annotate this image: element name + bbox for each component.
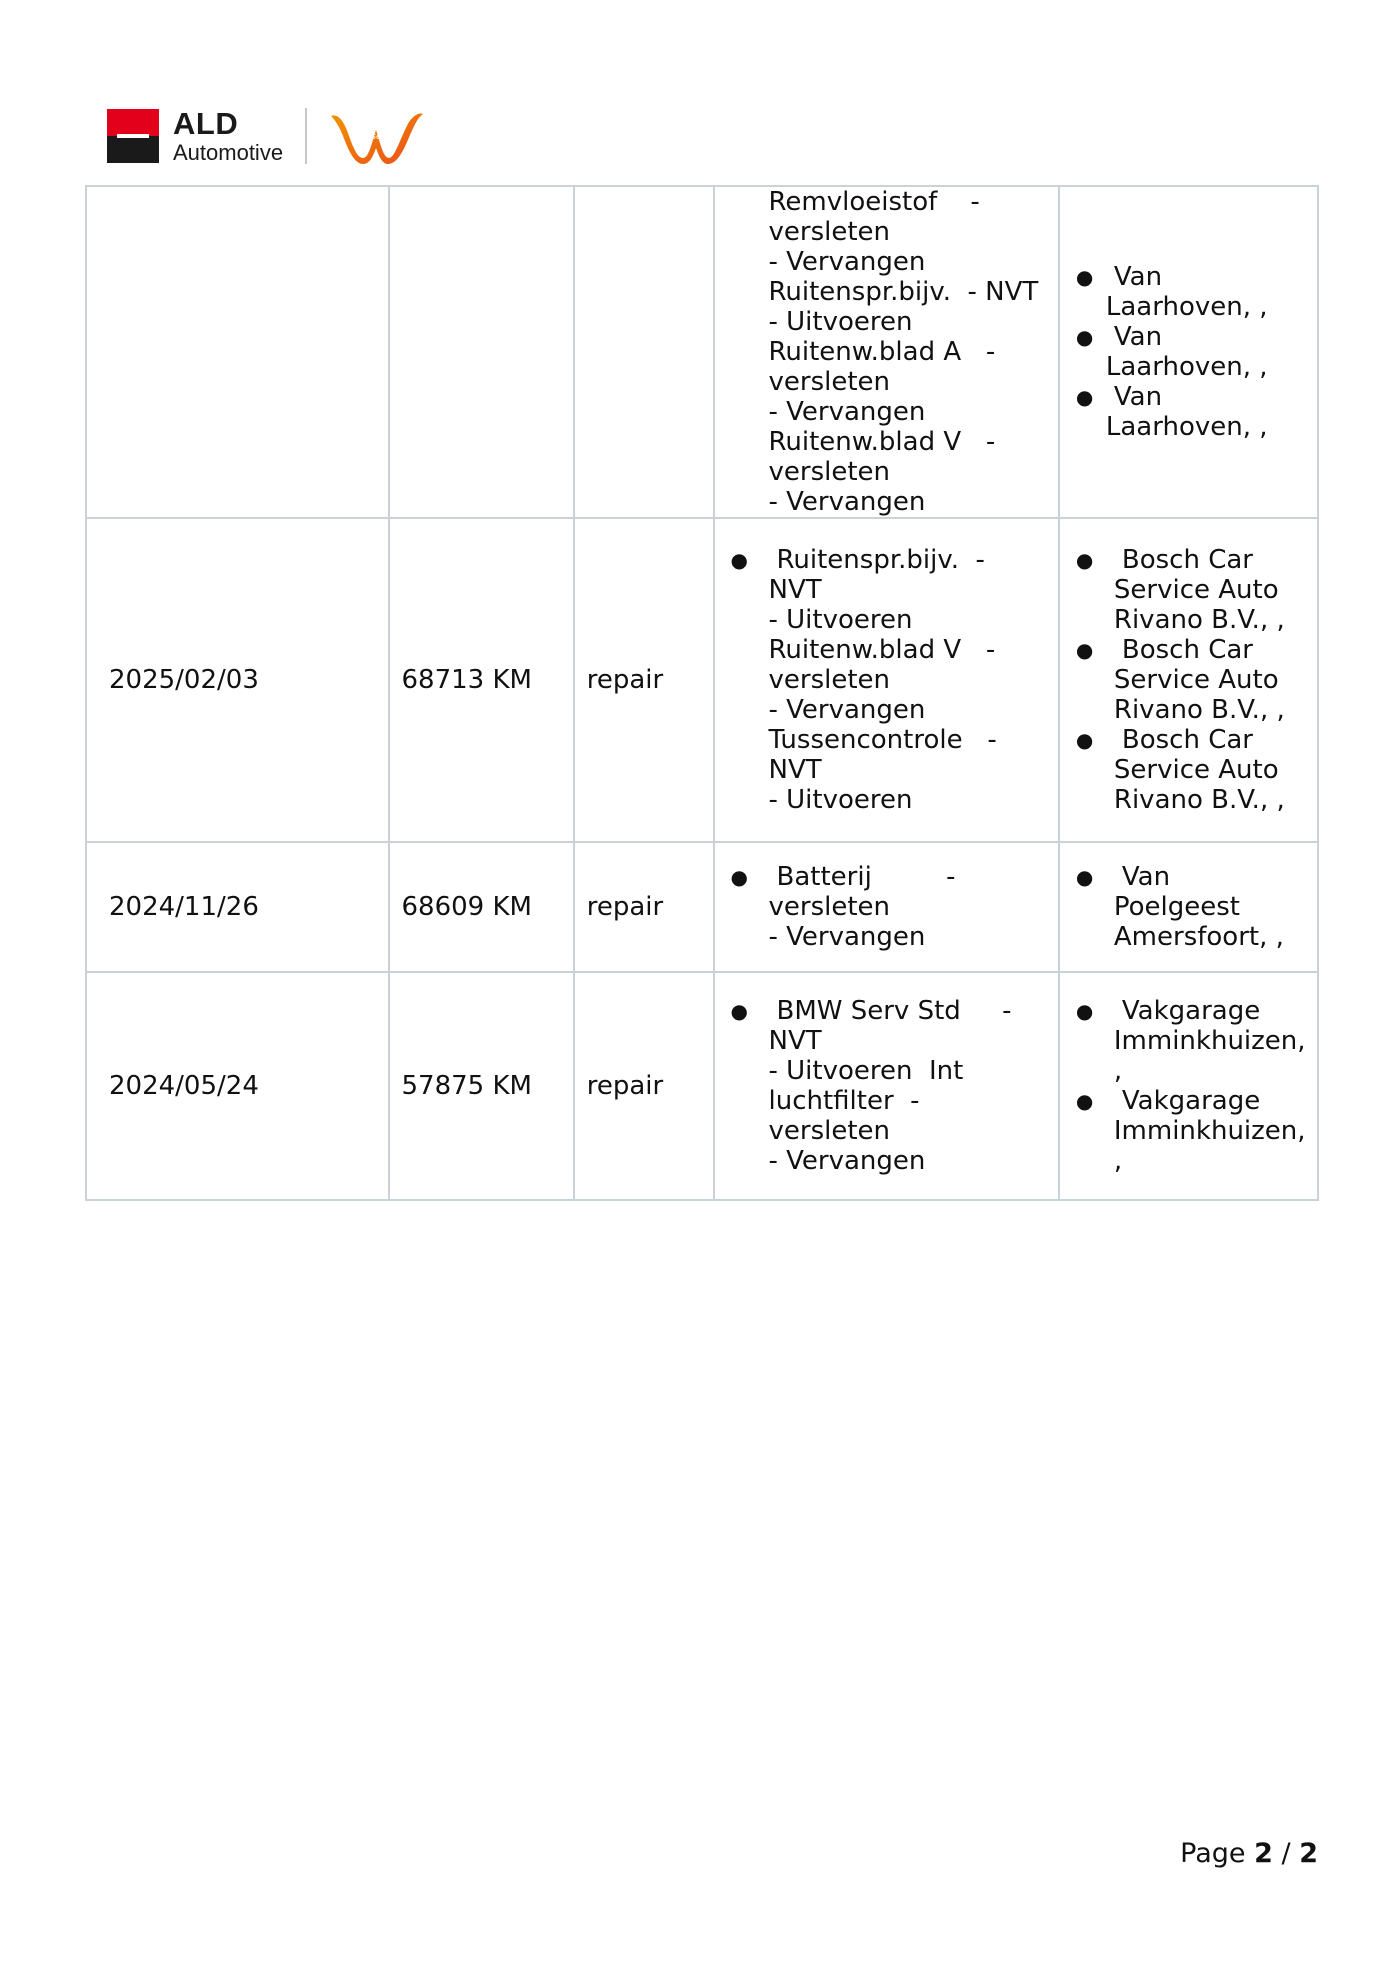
type-cell	[574, 186, 714, 518]
work-line: Ruitenw.blad V -	[768, 427, 996, 457]
garage-cell	[1059, 842, 1318, 972]
maintenance-table	[85, 185, 1319, 1201]
garage-list	[1060, 545, 1317, 815]
work-line: Remvloeistof -	[768, 187, 980, 217]
page-number	[1180, 1838, 1318, 1869]
list-item	[1060, 382, 1317, 442]
work-line: - Vervangen	[768, 487, 926, 517]
garage-line: Rivano B.V., ,	[1113, 605, 1285, 635]
work-list	[715, 545, 1058, 815]
type-cell: repair	[574, 972, 714, 1200]
garage-line: Rivano B.V., ,	[1113, 695, 1285, 725]
work-line: Tussencontrole -	[768, 725, 997, 755]
work-line: versleten	[768, 892, 891, 922]
list-item	[715, 545, 1058, 815]
work-line: - Uitvoeren	[768, 605, 913, 635]
page-label: Page	[1180, 1838, 1246, 1869]
work-line: - Vervangen	[768, 922, 926, 952]
table-row	[86, 972, 1318, 1200]
work-line: Ruitenspr.bijv. -	[776, 545, 985, 575]
work-line: Ruitenw.blad V -	[768, 635, 996, 665]
date-cell: 2024/11/26	[86, 842, 389, 972]
page-header	[107, 104, 425, 168]
list-item	[1060, 996, 1317, 1086]
garage-line: ,	[1113, 1146, 1123, 1176]
garage-line: Laarhoven, ,	[1105, 352, 1268, 382]
work-cell	[714, 842, 1059, 972]
garage-list	[1060, 996, 1317, 1176]
garage-line: Vakgarage	[1121, 1086, 1261, 1116]
logo-divider	[305, 108, 307, 164]
list-item	[1060, 862, 1317, 952]
work-list	[715, 187, 1058, 517]
work-line: - Vervangen	[768, 1146, 926, 1176]
work-list	[715, 862, 1058, 952]
bullet-icon: ●	[730, 999, 748, 1023]
garage-line: Service Auto	[1113, 575, 1279, 605]
bullet-icon: ●	[1075, 728, 1094, 752]
garage-cell	[1059, 518, 1318, 842]
work-line: BMW Serv Std -	[776, 996, 1012, 1026]
list-item	[1060, 635, 1317, 725]
date-cell	[86, 186, 389, 518]
leaseplan-text: LeasePlan	[355, 132, 401, 142]
km-cell: 68713 KM	[389, 518, 574, 842]
page-separator: /	[1281, 1838, 1291, 1869]
garage-line: Van	[1121, 862, 1171, 892]
list-item	[715, 996, 1058, 1176]
work-line: NVT	[768, 575, 822, 605]
work-line: - Uitvoeren Int	[768, 1056, 964, 1086]
garage-line: Van	[1113, 262, 1163, 292]
garage-cell	[1059, 972, 1318, 1200]
leaseplan-logo-icon	[327, 106, 425, 166]
list-item	[1060, 545, 1317, 635]
work-line: versleten	[768, 1116, 891, 1146]
list-item	[715, 187, 1058, 517]
garage-line: Rivano B.V., ,	[1113, 785, 1285, 815]
bullet-icon: ●	[1075, 999, 1094, 1023]
work-cell	[714, 972, 1059, 1200]
garage-line: ,	[1113, 1056, 1123, 1086]
work-line: NVT	[768, 1026, 822, 1056]
garage-line: Imminkhuizen,	[1113, 1026, 1306, 1056]
work-line: - Vervangen	[768, 695, 926, 725]
table-row	[86, 186, 1318, 518]
garage-line: Van	[1113, 322, 1163, 352]
type-cell: repair	[574, 842, 714, 972]
table-row	[86, 518, 1318, 842]
garage-cell	[1059, 186, 1318, 518]
ald-name: ALD	[173, 106, 239, 141]
garage-line: Bosch Car	[1121, 635, 1253, 665]
garage-line: Bosch Car	[1121, 725, 1253, 755]
page-current: 2	[1254, 1838, 1273, 1869]
date-cell: 2024/05/24	[86, 972, 389, 1200]
work-line: - Uitvoeren	[768, 785, 913, 815]
work-line: Batterij -	[776, 862, 956, 892]
bullet-icon: ●	[1075, 1089, 1094, 1113]
km-cell: 57875 KM	[389, 972, 574, 1200]
date-cell: 2025/02/03	[86, 518, 389, 842]
bullet-icon: ●	[730, 548, 748, 572]
work-line: luchtfilter -	[768, 1086, 920, 1116]
table-row	[86, 842, 1318, 972]
work-cell	[714, 186, 1059, 518]
garage-line: Poelgeest	[1113, 892, 1241, 922]
work-list	[715, 996, 1058, 1176]
work-line: - Uitvoeren	[768, 307, 913, 337]
bullet-icon: ●	[1075, 638, 1094, 662]
list-item	[1060, 1086, 1317, 1176]
km-cell: 68609 KM	[389, 842, 574, 972]
garage-line: Van	[1113, 382, 1163, 412]
ald-logo-text	[173, 108, 283, 164]
garage-line: Service Auto	[1113, 665, 1279, 695]
km-cell	[389, 186, 574, 518]
garage-line: Vakgarage	[1121, 996, 1261, 1026]
garage-line: Bosch Car	[1121, 545, 1253, 575]
garage-line: Laarhoven, ,	[1105, 412, 1268, 442]
garage-line: Amersfoort, ,	[1113, 922, 1284, 952]
bullet-icon: ●	[1075, 265, 1094, 289]
garage-line: Laarhoven, ,	[1105, 292, 1268, 322]
bullet-icon: ●	[730, 865, 748, 889]
work-line: versleten	[768, 217, 891, 247]
bullet-icon: ●	[1075, 325, 1094, 349]
work-cell	[714, 518, 1059, 842]
list-item	[1060, 725, 1317, 815]
garage-line: Imminkhuizen,	[1113, 1116, 1306, 1146]
list-item	[715, 862, 1058, 952]
ald-logo-icon	[107, 109, 159, 163]
garage-line: Service Auto	[1113, 755, 1279, 785]
garage-list	[1060, 862, 1317, 952]
work-line: Ruitenw.blad A -	[768, 337, 996, 367]
bullet-icon: ●	[1075, 548, 1094, 572]
work-line: - Vervangen	[768, 247, 926, 277]
ald-subtitle: Automotive	[173, 140, 284, 165]
list-item	[1060, 322, 1317, 382]
work-line: versleten	[768, 665, 891, 695]
garage-list	[1060, 262, 1317, 442]
work-line: Ruitenspr.bijv. - NVT	[768, 277, 1039, 307]
work-line: versleten	[768, 367, 891, 397]
work-line: versleten	[768, 457, 891, 487]
type-cell: repair	[574, 518, 714, 842]
bullet-icon: ●	[1075, 385, 1094, 409]
bullet-icon: ●	[1075, 865, 1094, 889]
work-line: NVT	[768, 755, 822, 785]
page-total: 2	[1299, 1838, 1318, 1869]
list-item	[1060, 262, 1317, 322]
work-line: - Vervangen	[768, 397, 926, 427]
